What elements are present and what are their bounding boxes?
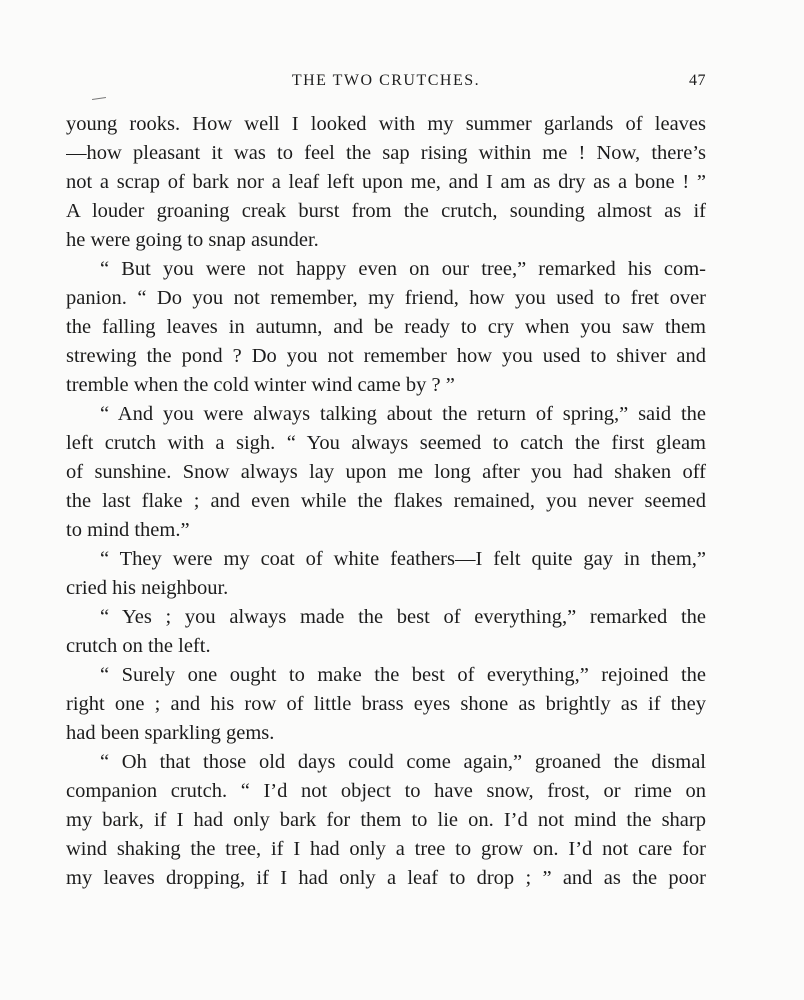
text-line: not a scrap of bark nor a leaf left upon me, and I am as dry as a bone ! ”	[66, 171, 706, 193]
text-line: of sunshine. Snow always lay upon me long after you had shaken off	[66, 461, 706, 483]
text-line: my leaves dropping, if I had only a leaf to drop ; ” and as the poor	[66, 867, 706, 889]
text-line: “ Surely one ought to make the best of everything,” rejoined the	[100, 664, 706, 686]
text-line: panion. “ Do you not remember, my friend, how you used to fret over	[66, 287, 706, 309]
text-line: strewing the pond ? Do you not remember how you used to shiver and	[66, 345, 706, 367]
text-line: cried his neighbour.	[66, 577, 229, 599]
text-line: to mind them.”	[66, 519, 190, 541]
text-line: my bark, if I had only bark for them to lie on. I’d not mind the sharp	[66, 809, 706, 831]
text-line: —how pleasant it was to feel the sap rising within me ! Now, there’s	[66, 142, 706, 164]
running-head	[66, 72, 706, 96]
page-number: 47	[689, 72, 706, 89]
text-line: tremble when the cold winter wind came by ? ”	[66, 374, 455, 396]
margin-pencil-mark	[92, 97, 106, 100]
text-line: he were going to snap asunder.	[66, 229, 319, 251]
text-line: A louder groaning creak burst from the crutch, sounding almost as if	[66, 200, 706, 222]
text-line: “ And you were always talking about the return of spring,” said the	[100, 403, 706, 425]
text-line: “ Oh that those old days could come again,” groaned the dismal	[100, 751, 706, 773]
text-line: companion crutch. “ I’d not object to have snow, frost, or rime on	[66, 780, 706, 802]
text-line: left crutch with a sigh. “ You always seemed to catch the first gleam	[66, 432, 706, 454]
text-line: the last flake ; and even while the flakes remained, you never seemed	[66, 490, 706, 512]
text-line: crutch on the left.	[66, 635, 211, 657]
text-line: “ But you were not happy even on our tree,” remarked his com-	[100, 258, 706, 280]
text-line: wind shaking the tree, if I had only a tree to grow on. I’d not care for	[66, 838, 706, 860]
body-text	[66, 110, 706, 893]
text-line: young rooks. How well I looked with my summer garlands of leaves	[66, 113, 706, 135]
running-title: THE TWO CRUTCHES.	[291, 72, 481, 89]
text-line: “ Yes ; you always made the best of everything,” remarked the	[100, 606, 706, 628]
text-line: right one ; and his row of little brass eyes shone as brightly as if they	[66, 693, 706, 715]
text-line: had been sparkling gems.	[66, 722, 275, 744]
text-line: the falling leaves in autumn, and be ready to cry when you saw them	[66, 316, 706, 338]
text-line: “ They were my coat of white feathers—I felt quite gay in them,”	[100, 548, 706, 570]
